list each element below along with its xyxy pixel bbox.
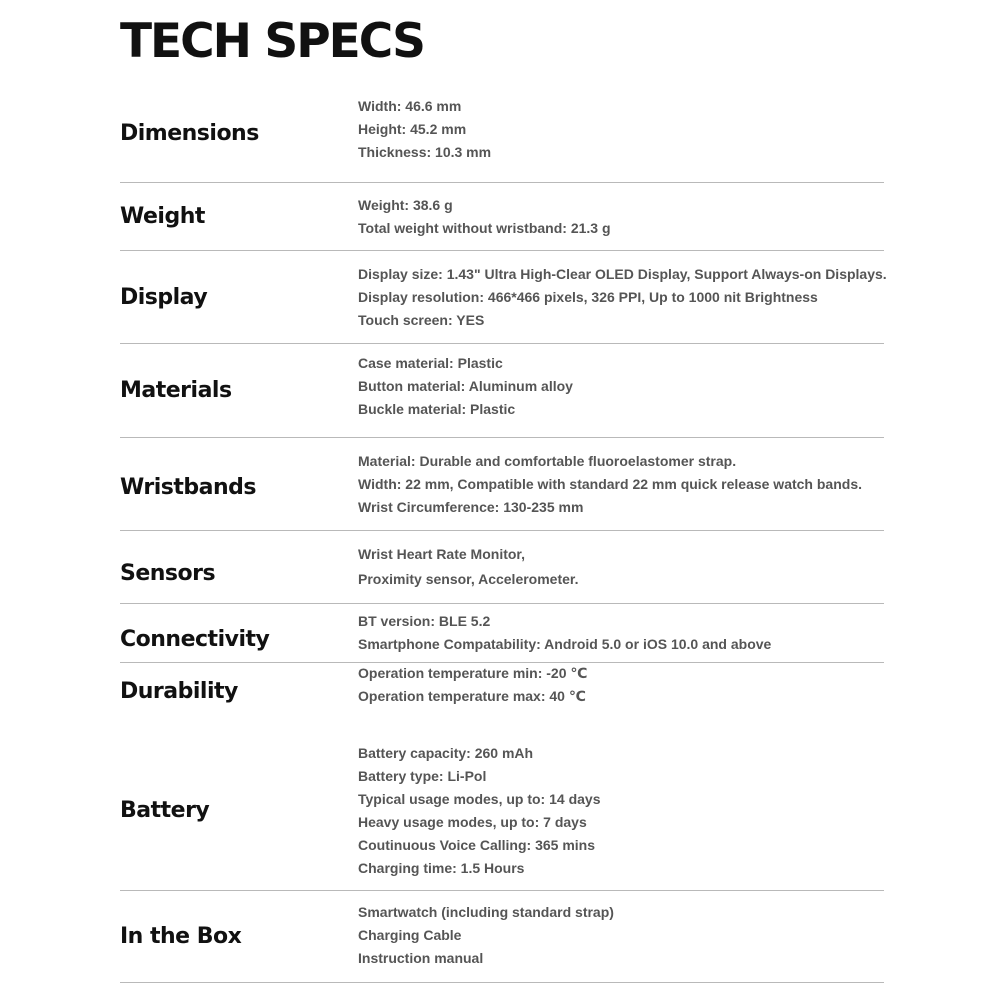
spec-value: Case material: Plastic (358, 355, 503, 371)
spec-value: Thickness: 10.3 mm (358, 144, 492, 160)
spec-values (358, 604, 884, 662)
spec-label: Battery (120, 798, 210, 823)
spec-values (358, 438, 884, 530)
spec-value: Width: 46.6 mm (358, 98, 462, 114)
spec-values (358, 891, 884, 982)
spec-value: Charging Cable (358, 927, 462, 943)
spec-value: Display size: 1.43" Ultra High-Clear OLED Display, Support Always-on Displays. (358, 265, 887, 282)
spec-value: Proximity sensor, Accelerometer. (358, 571, 579, 587)
spec-label: Dimensions (120, 121, 259, 146)
spec-values (358, 344, 884, 437)
spec-value: Weight: 38.6 g (358, 196, 453, 213)
spec-value: Instruction manual (358, 950, 484, 966)
spec-row-dimensions (120, 85, 884, 183)
spec-label: Materials (120, 378, 232, 403)
spec-row-materials (120, 344, 884, 438)
spec-value: Material: Durable and comfortable fluoroelastomer strap. (358, 452, 737, 469)
spec-row-battery (120, 731, 884, 891)
spec-value: Wrist Heart Rate Monitor, (358, 546, 525, 562)
spec-row-durability (120, 663, 884, 731)
spec-label: Wristbands (120, 474, 256, 500)
spec-value: Coutinuous Voice Calling: 365 mins (358, 836, 595, 853)
spec-label: In the Box (120, 924, 242, 949)
spec-value: Operation temperature min: -20 ℃ (358, 665, 588, 681)
spec-values (358, 183, 884, 250)
spec-row-connectivity (120, 604, 884, 663)
spec-value: Smartphone Compatability: Android 5.0 or iOS 10.0 and above (358, 636, 772, 652)
spec-value: Battery capacity: 260 mAh (358, 744, 534, 761)
spec-values (358, 251, 887, 343)
spec-row-display (120, 251, 887, 344)
spec-row-in-the-box (120, 891, 884, 983)
spec-value: BT version: BLE 5.2 (358, 613, 491, 629)
spec-row-sensors (120, 531, 884, 604)
spec-values (358, 731, 884, 890)
spec-values (358, 663, 884, 731)
spec-value: Typical usage modes, up to: 14 days (358, 790, 601, 807)
spec-label: Display (120, 284, 208, 310)
spec-value: Height: 45.2 mm (358, 121, 467, 137)
spec-values (358, 531, 884, 603)
spec-value: Button material: Aluminum alloy (358, 378, 573, 394)
spec-value: Touch screen: YES (358, 311, 485, 328)
page-title: TECH SPECS (120, 14, 424, 69)
spec-value: Operation temperature max: 40 ℃ (358, 688, 586, 704)
spec-row-weight (120, 183, 884, 251)
spec-value: Heavy usage modes, up to: 7 days (358, 813, 587, 830)
spec-value: Charging time: 1.5 Hours (358, 859, 525, 876)
spec-label: Connectivity (120, 626, 270, 652)
spec-value: Wrist Circumference: 130-235 mm (358, 498, 584, 515)
spec-label: Durability (120, 678, 238, 704)
spec-row-wristbands (120, 438, 884, 531)
spec-value: Total weight without wristband: 21.3 g (358, 219, 611, 236)
spec-label: Weight (120, 204, 205, 229)
spec-values (358, 85, 884, 182)
spec-value: Width: 22 mm, Compatible with standard 22 mm quick release watch bands. (358, 475, 862, 492)
spec-value: Display resolution: 466*466 pixels, 326 PPI, Up to 1000 nit Brightness (358, 288, 818, 305)
spec-value: Smartwatch (including standard strap) (358, 904, 614, 920)
spec-value: Buckle material: Plastic (358, 401, 516, 417)
spec-value: Battery type: Li-Pol (358, 767, 487, 784)
spec-label: Sensors (120, 560, 216, 586)
